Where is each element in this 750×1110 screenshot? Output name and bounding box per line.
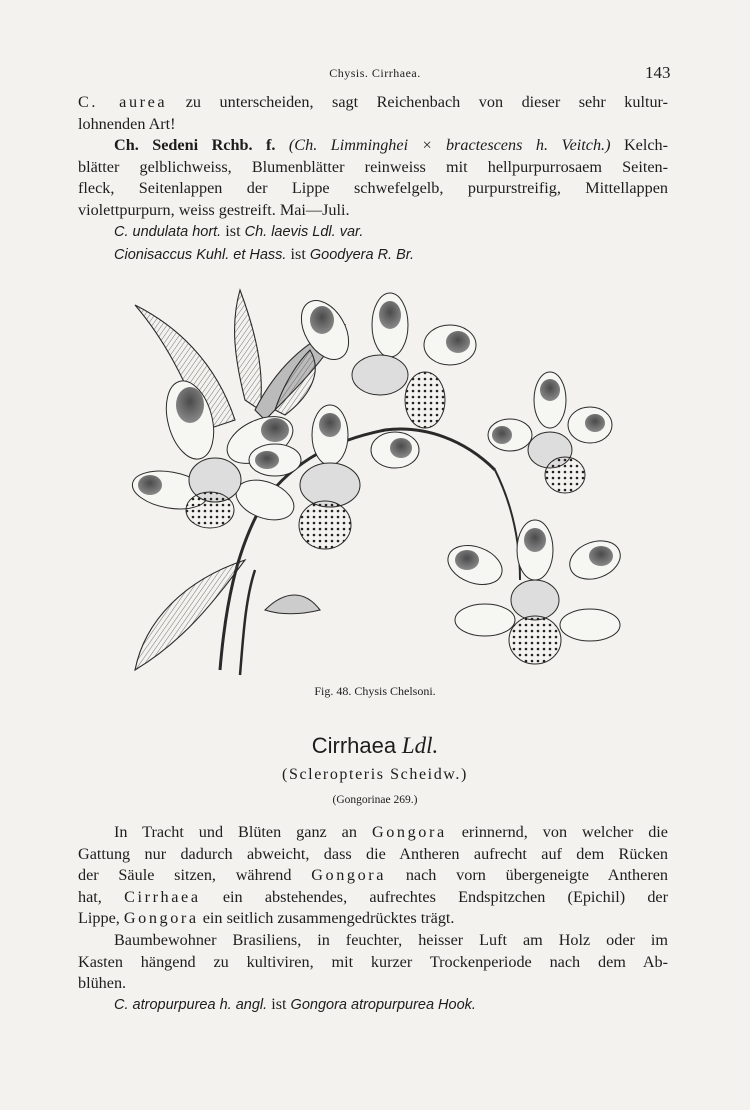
synonym-line: Cionisaccus Kuhl. et Hass. ist Goodyera R. Br.	[114, 244, 415, 263]
synonym-line: C. undulata hort. ist Ch. laevis Ldl. var.	[114, 222, 364, 240]
species-parentage: (Ch. Limminghei × bractescens h. Veitch.)	[288, 136, 611, 154]
text-line: violettpurpurn, weiss gestreift. Mai—Juli.	[78, 200, 350, 219]
synonym-line: C. atropurpurea h. angl. ist Gongora atropurpurea Hook.	[114, 995, 476, 1013]
paragraph-cultivation	[78, 930, 668, 995]
genus-synonym: (Scleropteris Scheidw.)	[282, 766, 468, 783]
tribe-reference: (Gongorinae 269.)	[332, 794, 418, 806]
text-line: Baumbewohner Brasiliens, in feuchter, heisser Luft am Holz oder im	[114, 931, 668, 949]
text-line: Kasten hängend zu kultiviren, mit kurzer Trockenperiode nach dem Ab-	[78, 952, 668, 971]
sedeni-entry: Ch. Sedeni Rchb. f. (Ch. Limminghei × bractescens h. Veitch.) Kelch-	[114, 136, 669, 154]
text-line: In Tracht und Blüten ganz an Gongora erinnernd, von welcher die	[114, 823, 668, 841]
text-line: Lippe, Gongora ein seitlich zusammengedrücktes trägt.	[78, 909, 455, 927]
page-number: 143	[645, 63, 671, 82]
text-line: Gattung nur dadurch abweicht, dass die Antheren aufrecht auf dem Rücken	[78, 844, 668, 863]
synonym-entry	[78, 994, 668, 1017]
genus-name: Cirrhaea	[311, 733, 397, 758]
text-line: der Säule sitzen, während Gongora nach vorn übergeneigte Antheren	[78, 866, 668, 884]
text-line: blühen.	[78, 974, 127, 992]
text-line: blätter gelblichweiss, Blumenblätter reinweiss mit hellpurpurrosaem Seiten-	[78, 157, 668, 176]
figure-caption: Fig. 48. Chysis Chelsoni.	[314, 684, 436, 698]
genus-author: Ldl.	[401, 733, 439, 758]
text-line: hat, Cirrhaea ein abstehendes, aufrechtes Endspitzchen (Epichil) der	[78, 887, 669, 906]
section-heading	[0, 733, 750, 759]
running-title: Chysis. Cirrhaea.	[329, 66, 421, 80]
text-line: fleck, Seitenlappen der Lippe schwefelgelb, purpurstreifig, Mittellappen	[78, 179, 668, 197]
orchid-illustration	[125, 280, 625, 680]
top-text-block	[78, 92, 668, 266]
paragraph-description	[78, 822, 668, 930]
text-line: C. aurea zu unterscheiden, sagt Reichenbach von dieser sehr kultur-	[78, 93, 668, 111]
text-line: lohnenden Art!	[78, 114, 176, 133]
species-name: Ch. Sedeni Rchb. f.	[114, 136, 276, 154]
